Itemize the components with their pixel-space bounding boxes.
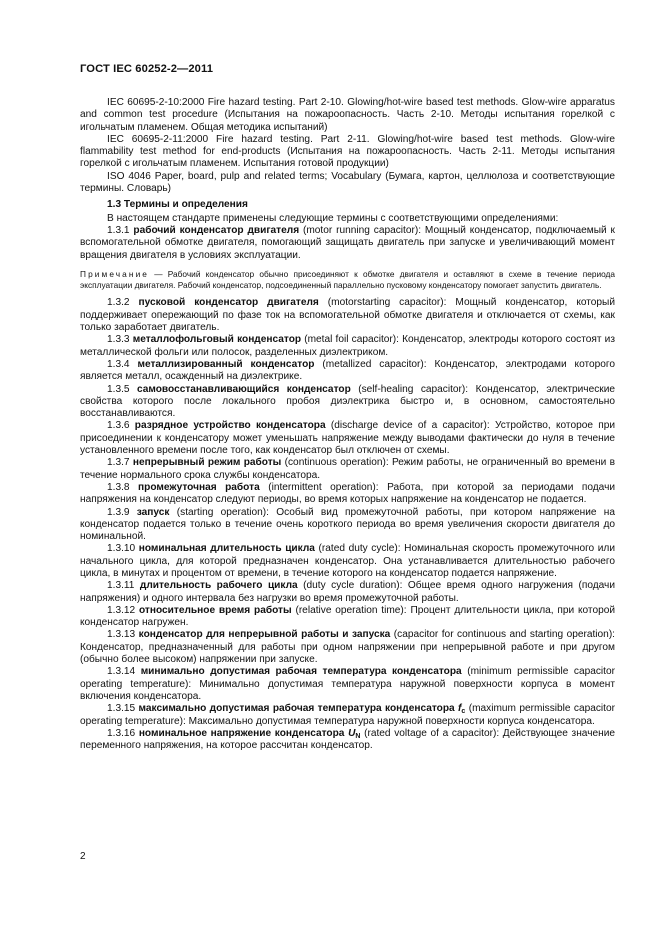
term-name: самовосстанавливающийся конденсатор [137,383,351,395]
document-header: ГОСТ IEC 60252-2—2011 [80,63,214,75]
term-definition [80,543,615,580]
term-number: 1.3.16 [107,727,136,739]
term-name: непрерывный режим работы [132,457,282,469]
term-definition [80,507,615,544]
term-number: 1.3.2 [107,297,130,309]
term-number: 1.3.4 [107,358,130,370]
term-name: разрядное устройство конденсатора [134,420,326,432]
note [80,269,615,291]
term-name: минимально допустимая рабочая температура конденсатора [140,666,462,678]
term-text: (intermittent operation): Работа, при которой за периодами подачи напряжения на конденсатор следуют периоды, во время которых напряжение на конденсатор не подается. [80,481,615,506]
term-symbol: f [458,703,462,715]
reference-iec-60695-2-11: IEC 60695-2-11:2000 Fire hazard testing. Part 2-11. Glowing/hot-wire based test methods. Glow-wire flammability test method for end-products (Испытания на пожароопасность. Часть 2-11. Методы испытания горелкой с игольчатым пламенем. Испытания готовой продукции) [80,133,615,170]
section-intro: В настоящем стандарте применены следующие термины с соответствующими определениями: [107,212,559,224]
term-name: номинальное напряжение конденсатора [138,727,345,739]
term-text: (minimum permissible capacitor operating temperature): Минимально допустимая температура наружной поверхности корпуса в момент включения конденсатора. [80,666,615,702]
note-label: Примечание [80,268,150,279]
term-text: (self-healing capacitor): Конденсатор, электрические свойства которого после локального пробоя диэлектрика быстро и, в основном, самостоятельно восстанавливаются. [80,383,615,420]
term-symbol-subscript: N [355,732,361,740]
term-definition [80,728,615,753]
term-text: (metallized capacitor): Конденсатор, электродами которого является металл, осажденный на диэлектрике. [80,358,615,383]
term-symbol-subscript: c [461,708,466,716]
term-name: номинальная длительность цикла [138,543,315,555]
reference-iec-60695-2-10: IEC 60695-2-10:2000 Fire hazard testing. Part 2-10. Glowing/hot-wire based test methods. Glow-wire apparatus and common test procedure (Испытания на пожароопасность. Часть 2-10. Методы испытания горелкой с игольчатым пламенем. Общая методика испытаний) [80,97,615,133]
term-name: максимально допустимая рабочая температура конденсатора [138,703,455,715]
term-text: (duty cycle duration): Общее время одного нагружения (подачи напряжения) и одного интервала без нагрузки во время промежуточной работы. [80,580,615,604]
page-number: 2 [80,851,86,862]
section-title: 1.3 Термины и определения [107,199,248,211]
term-text: (motorstarting capacitor): Мощный конденсатор, который поддерживает опережающий по фазе ток на вспомогательной обмотке двигателя и отключается от схемы, как только заработает двигатель. [80,297,615,334]
term-number: 1.3.3 [107,334,130,346]
term-text: (maximum permissible capacitor operating temperature): Максимально допустимая температура наружной поверхности корпуса конденсатора. [80,703,615,727]
term-number: 1.3.8 [107,481,130,493]
term-name: металлизированный конденсатор [137,358,315,370]
term-definition [80,225,615,262]
term-number: 1.3.13 [107,629,136,641]
term-number: 1.3.12 [107,604,136,616]
document-body [80,97,615,752]
term-number: 1.3.5 [107,383,130,395]
term-number: 1.3.15 [107,703,136,715]
term-text: (rated voltage of a capacitor): Действующее значение переменного напряжения, на которое рассчитан конденсатор. [80,727,615,752]
term-text: (motor running capacitor): Мощный конденсатор, подключаемый к вспомогательной обмотке двигателя, помогающий защищать двигатель при запуске и увеличивающий момент вращения двигателя в условиях эксплуатации. [80,224,615,261]
term-name: металлофольговый конденсатор [132,334,302,346]
term-number: 1.3.6 [107,420,130,432]
term-number: 1.3.14 [107,666,136,678]
term-text: (continuous operation): Режим работы, не ограниченный во времени в течение нормального срока службы конденсатора. [80,457,615,481]
term-name: длительность рабочего цикла [139,580,298,592]
term-definition [80,384,615,421]
term-number: 1.3.10 [107,543,136,555]
term-definition [80,605,615,630]
reference-iso-4046: ISO 4046 Paper, board, pulp and related terms; Vocabulary (Бумага, картон, целлюлоза и соответствующие термины. Словарь) [80,170,615,195]
term-definition [80,580,615,605]
term-number: 1.3.7 [107,457,130,469]
term-text: (discharge device of a capacitor): Устройство, которое при присоединении к конденсатору может уменьшать напряжение между выводами фактически до нуля в течение установленного времени после того, как конденсатор был отключен от схемы. [80,420,615,457]
term-number: 1.3.11 [107,580,135,592]
term-name: конденсатор для непрерывной работы и запуска [138,629,391,641]
term-number: 1.3.1 [107,224,130,236]
term-definition [80,703,615,728]
term-definition [80,359,615,384]
term-definition [80,297,615,334]
term-name: пусковой конденсатор двигателя [138,297,319,309]
term-text: (relative operation time): Процент длительности цикла, при которой конденсатор нагружен. [80,604,615,629]
note-text: — Рабочий конденсатор обычно присоединяют к обмотке двигателя и оставляют в схеме в течение периода эксплуатации двигателя. Рабочий конденсатор, подсоединенный параллельно пусковому конденсатору помогает запустить двигатель. [80,268,615,290]
term-definition [80,334,615,359]
term-name: запуск [136,506,170,518]
term-name: промежуточная работа [138,481,260,493]
term-number: 1.3.9 [107,506,130,518]
term-definition [80,457,615,482]
term-definition [80,420,615,457]
term-definition [80,629,615,666]
term-symbol: U [348,727,356,739]
term-text: (starting operation): Особый вид промежуточной работы, при котором напряжение на конденсатор подается только в течение очень короткого периода во время увеличения скорости двигателя до номинальной. [80,506,615,543]
term-definition [80,482,615,507]
term-definition [80,666,615,703]
term-name: рабочий конденсатор двигателя [133,224,300,236]
term-text: (capacitor for continuous and starting operation): Конденсатор, предназначенный для работы при одном напряжении при непрерывной работе и при другом (обычно более высоком) напряжении при запуске. [80,629,615,666]
term-name: относительное время работы [138,604,292,616]
term-text: (metal foil capacitor): Конденсатор, электроды которого состоят из металлической фольги или полосок, разделенных диэлектриком. [80,334,615,358]
term-text: (rated duty cycle): Номинальная скорость промежуточного или начального цикла, для которой предназначен конденсатор. Она устанавливается длительностью рабочего цикла, в минутах и процентом от времени, в течение которого на конденсатор подается напряжение. [80,543,615,579]
